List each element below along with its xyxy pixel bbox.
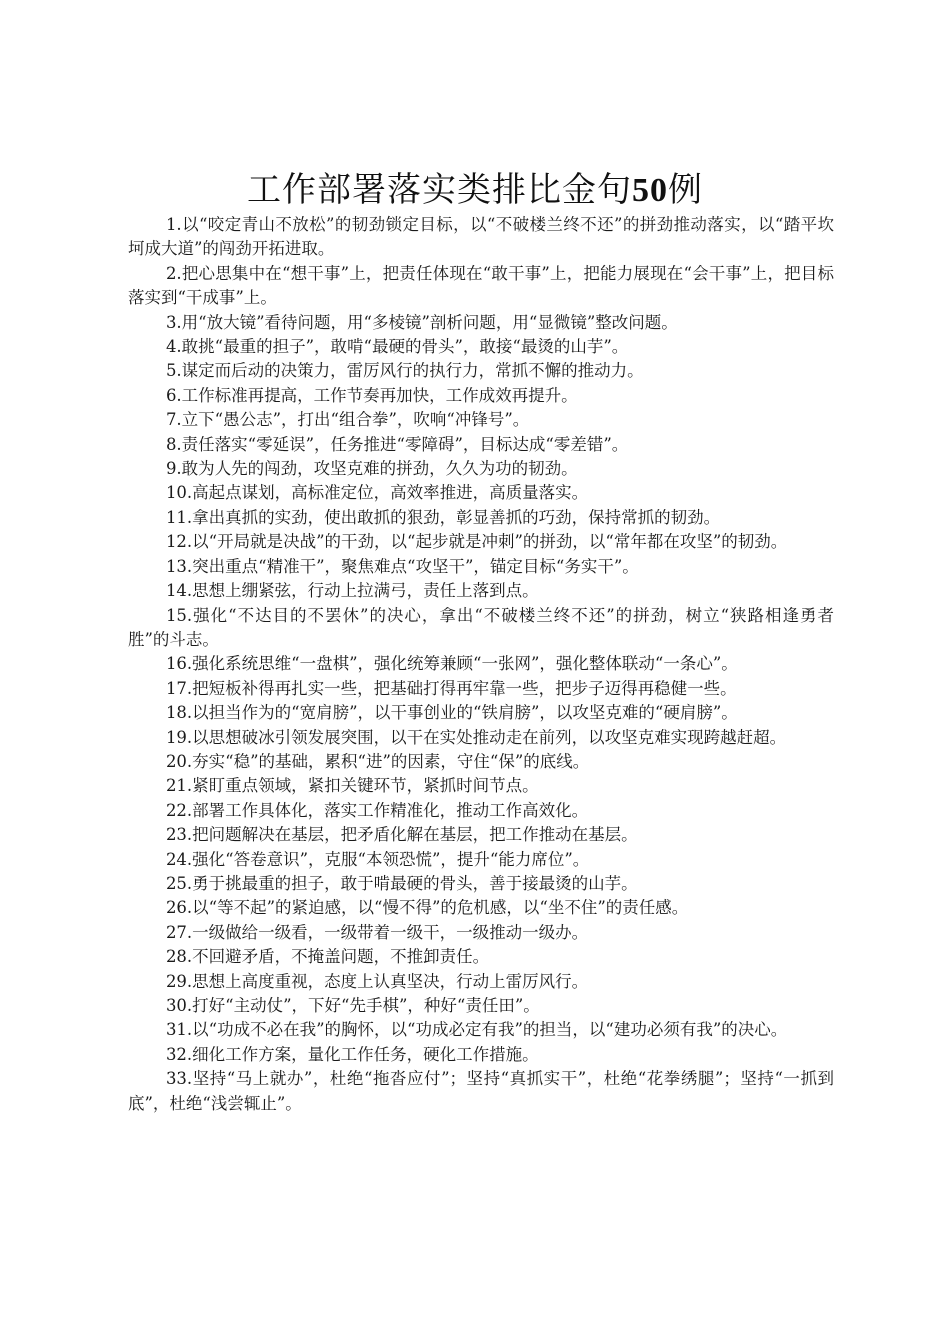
list-item: 30.打好“主动仗”，下好“先手棋”，种好“责任田”。 (165, 996, 540, 1015)
list-item: 4.敢挑“最重的担子”，敢啃“最硬的骨头”，敢接“最烫的山芋”。 (165, 337, 629, 357)
list-item: 31.以“功成不必在我”的胸怀，以“功成必定有我”的担当，以“建功必须有我”的决心。 (165, 1020, 788, 1040)
list-item: 32.细化工作方案，量化工作任务，硬化工作措施。 (165, 1044, 539, 1064)
list-item: 7.立下“愚公志”，打出“组合拳”，吹响“冲锋号”。 (165, 410, 530, 430)
list-item: 9.敢为人先的闯劲，攻坚克难的拼劲，久久为功的韧劲。 (165, 459, 578, 479)
list-item: 6.工作标准再提高，工作节奏再加快，工作成效再提升。 (165, 385, 578, 405)
list-item: 13.突出重点“精准干”，聚焦难点“攻坚干”，锚定目标“务实干”。 (165, 556, 639, 576)
list-item: 24.强化“答卷意识”，克服“本领恐慌”，提升“能力席位”。 (165, 849, 590, 869)
list-item: 2.把心思集中在“想干事”上，把责任体现在“敢干事”上，把能力展现在“会干事”上，把目标落实到“干成事”上。 (128, 263, 834, 308)
title-number: 50 (632, 172, 668, 209)
title-suffix: 例 (668, 170, 703, 210)
list-item: 16.强化系统思维“一盘棋”，强化统筹兼顾“一张网”，强化整体联动“一条心”。 (165, 654, 738, 674)
document-body (128, 213, 834, 1116)
list-item: 18.以担当作为的“宽肩膀”，以干事创业的“铁肩膀”，以攻坚克难的“硬肩膀”。 (165, 703, 738, 723)
list-item: 14.思想上绷紧弦，行动上拉满弓，责任上落到点。 (165, 581, 539, 601)
list-item: 23.把问题解决在基层，把矛盾化解在基层，把工作推动在基层。 (165, 825, 638, 845)
list-item: 17.把短板补得再扎实一些，把基础打得再牢靠一些，把步子迈得再稳健一些。 (165, 678, 737, 698)
list-item: 5.谋定而后动的决策力，雷厉风行的执行力，常抓不懈的推动力。 (165, 361, 644, 381)
list-item: 22.部署工作具体化，落实工作精准化，推动工作高效化。 (165, 800, 589, 820)
list-item: 25.勇于挑最重的担子，敢于啃最硬的骨头，善于接最烫的山芋。 (165, 873, 638, 893)
list-item: 11.拿出真抓的实劲，使出敢抓的狠劲，彰显善抓的巧劲，保持常抓的韧劲。 (165, 507, 721, 527)
document-title (0, 168, 950, 213)
title-main: 工作部署落实类排比金句 (247, 170, 632, 210)
list-item: 8.责任落实“零延误”，任务推进“零障碍”，目标达成“零差错”。 (165, 434, 629, 454)
list-item: 20.夯实“稳”的基础，累积“进”的因素，守住“保”的底线。 (165, 751, 590, 771)
list-item: 1.以“咬定青山不放松”的韧劲锁定目标，以“不破楼兰终不还”的拼劲推动落实，以“踏平坎坷成大道”的闯劲开拓进取。 (128, 215, 834, 259)
list-item: 28.不回避矛盾，不掩盖问题，不推卸责任。 (165, 947, 490, 967)
list-item: 29.思想上高度重视，态度上认真坚决，行动上雷厉风行。 (165, 971, 589, 991)
list-item: 21.紧盯重点领域，紧扣关键环节，紧抓时间节点。 (165, 776, 539, 796)
list-item: 3.用“放大镜”看待问题，用“多棱镜”剖析问题，用“显微镜”整改问题。 (165, 312, 678, 332)
list-item: 12.以“开局就是决战”的干劲，以“起步就是冲刺”的拼劲，以“常年都在攻坚”的韧劲。 (165, 532, 788, 552)
list-item: 26.以“等不起”的紧迫感，以“慢不得”的危机感，以“坐不住”的责任感。 (165, 898, 689, 918)
list-item: 10.高起点谋划，高标准定位，高效率推进，高质量落实。 (165, 483, 589, 503)
list-item: 15.强化“不达目的不罢休”的决心，拿出“不破楼兰终不还”的拼劲，树立“狭路相逢勇者胜”的斗志。 (128, 605, 834, 649)
list-item: 19.以思想破冰引领发展突围，以干在实处推动走在前列，以攻坚克难实现跨越赶超。 (165, 727, 787, 747)
list-item: 27.一级做给一级看，一级带着一级干，一级推动一级办。 (165, 922, 589, 942)
list-item: 33.坚持“马上就办”，杜绝“拖沓应付”；坚持“真抓实干”，杜绝“花拳绣腿”；坚持“一抓到底”，杜绝“浅尝辄止”。 (128, 1069, 834, 1113)
